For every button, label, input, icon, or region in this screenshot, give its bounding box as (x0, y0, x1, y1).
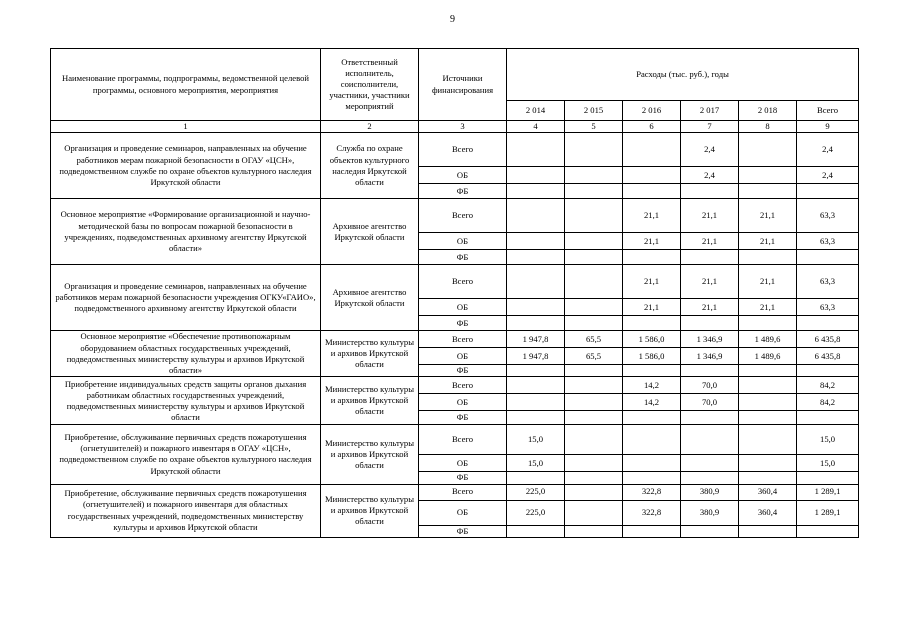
total-value-cell: 63,3 (797, 265, 859, 299)
year-value-cell: 1 489,6 (739, 331, 797, 348)
responsible-cell: Министерство культуры и архивов Иркутской области (321, 377, 419, 425)
year-value-cell (681, 316, 739, 331)
year-value-cell (565, 377, 623, 394)
total-value-cell: 2,4 (797, 133, 859, 167)
year-value-cell (739, 425, 797, 455)
year-value-cell (681, 425, 739, 455)
year-value-cell: 360,4 (739, 500, 797, 525)
funding-source-cell: ОБ (419, 500, 507, 525)
funding-source-cell: ОБ (419, 167, 507, 184)
responsible-cell: Архивное агентство Иркутской области (321, 265, 419, 331)
year-value-cell: 21,1 (739, 233, 797, 250)
year-value-cell: 15,0 (507, 425, 565, 455)
year-value-cell (565, 199, 623, 233)
year-value-cell (681, 525, 739, 537)
funding-source-cell: ФБ (419, 250, 507, 265)
year-value-cell (681, 472, 739, 484)
year-value-cell (565, 250, 623, 265)
column-number: 5 (565, 121, 623, 133)
table-row (51, 377, 859, 394)
year-value-cell (681, 184, 739, 199)
year-value-cell: 21,1 (623, 265, 681, 299)
year-value-cell (623, 455, 681, 472)
year-value-cell (739, 365, 797, 377)
total-value-cell: 84,2 (797, 377, 859, 394)
header-row (51, 49, 859, 101)
responsible-cell: Министерство культуры и архивов Иркутской области (321, 484, 419, 537)
year-value-cell (565, 265, 623, 299)
year-value-cell (565, 525, 623, 537)
year-value-cell: 14,2 (623, 394, 681, 411)
header-total: Всего (797, 101, 859, 121)
year-value-cell (623, 525, 681, 537)
total-value-cell (797, 411, 859, 425)
total-value-cell: 1 289,1 (797, 500, 859, 525)
year-value-cell (623, 133, 681, 167)
year-value-cell (565, 167, 623, 184)
total-value-cell (797, 184, 859, 199)
funding-source-cell: ФБ (419, 365, 507, 377)
year-value-cell (565, 365, 623, 377)
program-name-cell: Основное мероприятие «Формирование организационной и научно-методической базы по вопросам пожарной безопасности в учреждениях, подведомственных архивному агентству Иркутской области» (51, 199, 321, 265)
year-value-cell: 21,1 (623, 233, 681, 250)
total-value-cell (797, 365, 859, 377)
table-row (51, 425, 859, 455)
funding-source-cell: Всего (419, 425, 507, 455)
funding-source-cell: ОБ (419, 348, 507, 365)
funding-source-cell: ФБ (419, 472, 507, 484)
year-value-cell: 1 586,0 (623, 348, 681, 365)
header-sources: Источники финансирования (419, 49, 507, 121)
year-value-cell: 225,0 (507, 484, 565, 500)
year-value-cell (565, 484, 623, 500)
year-value-cell: 70,0 (681, 394, 739, 411)
total-value-cell (797, 316, 859, 331)
year-value-cell (623, 316, 681, 331)
year-value-cell: 322,8 (623, 500, 681, 525)
table-row (51, 331, 859, 348)
responsible-cell: Служба по охране объектов культурного наследия Иркутской области (321, 133, 419, 199)
funding-source-cell: ФБ (419, 411, 507, 425)
year-value-cell: 21,1 (681, 199, 739, 233)
year-value-cell: 1 947,8 (507, 331, 565, 348)
year-value-cell: 1 346,9 (681, 348, 739, 365)
year-value-cell (507, 316, 565, 331)
year-value-cell: 21,1 (681, 233, 739, 250)
year-value-cell (565, 184, 623, 199)
funding-table (50, 48, 859, 538)
year-value-cell: 1 346,9 (681, 331, 739, 348)
total-value-cell (797, 250, 859, 265)
year-value-cell: 21,1 (623, 299, 681, 316)
year-value-cell: 65,5 (565, 348, 623, 365)
year-value-cell (739, 411, 797, 425)
total-value-cell: 63,3 (797, 299, 859, 316)
year-value-cell: 380,9 (681, 500, 739, 525)
funding-source-cell: Всего (419, 377, 507, 394)
column-number: 6 (623, 121, 681, 133)
total-value-cell: 15,0 (797, 455, 859, 472)
program-name-cell: Основное мероприятие «Обеспечение противопожарным оборудованием областных государственных учреждений, подведомственных министерству культуры и архивов Иркутской области» (51, 331, 321, 377)
year-value-cell: 225,0 (507, 500, 565, 525)
funding-source-cell: Всего (419, 484, 507, 500)
year-value-cell: 21,1 (681, 265, 739, 299)
header-year: 2 017 (681, 101, 739, 121)
funding-source-cell: ОБ (419, 455, 507, 472)
column-number: 7 (681, 121, 739, 133)
responsible-cell: Архивное агентство Иркутской области (321, 199, 419, 265)
year-value-cell (507, 265, 565, 299)
year-value-cell (507, 167, 565, 184)
funding-source-cell: ФБ (419, 184, 507, 199)
year-value-cell (739, 250, 797, 265)
year-value-cell: 21,1 (739, 265, 797, 299)
year-value-cell (739, 184, 797, 199)
year-value-cell (507, 250, 565, 265)
responsible-cell: Министерство культуры и архивов Иркутской области (321, 425, 419, 484)
total-value-cell: 63,3 (797, 233, 859, 250)
funding-source-cell: ФБ (419, 525, 507, 537)
total-value-cell: 84,2 (797, 394, 859, 411)
program-name-cell: Организация и проведение семинаров, направленных на обучение работников мерам пожарной безопасности в ОГАУ «ЦСН», подведомственном службе по охране объектов культурного наследия Иркутской области (51, 133, 321, 199)
year-value-cell (623, 425, 681, 455)
year-value-cell (565, 472, 623, 484)
year-value-cell: 21,1 (681, 299, 739, 316)
column-number: 9 (797, 121, 859, 133)
year-value-cell: 1 947,8 (507, 348, 565, 365)
year-value-cell: 322,8 (623, 484, 681, 500)
column-number: 1 (51, 121, 321, 133)
year-value-cell: 1 586,0 (623, 331, 681, 348)
table-row (51, 265, 859, 299)
year-value-cell (623, 184, 681, 199)
total-value-cell: 15,0 (797, 425, 859, 455)
total-value-cell: 1 289,1 (797, 484, 859, 500)
year-value-cell (739, 472, 797, 484)
year-value-cell (739, 525, 797, 537)
total-value-cell (797, 472, 859, 484)
funding-source-cell: ОБ (419, 394, 507, 411)
year-value-cell (623, 472, 681, 484)
year-value-cell (565, 425, 623, 455)
year-value-cell: 360,4 (739, 484, 797, 500)
total-value-cell: 2,4 (797, 167, 859, 184)
year-value-cell (565, 316, 623, 331)
year-value-cell (623, 411, 681, 425)
header-year: 2 014 (507, 101, 565, 121)
table-row (51, 199, 859, 233)
year-value-cell (681, 250, 739, 265)
header-year: 2 016 (623, 101, 681, 121)
year-value-cell (739, 455, 797, 472)
year-value-cell (739, 167, 797, 184)
year-value-cell (739, 133, 797, 167)
year-value-cell (681, 411, 739, 425)
funding-source-cell: Всего (419, 133, 507, 167)
year-value-cell: 65,5 (565, 331, 623, 348)
year-value-cell: 70,0 (681, 377, 739, 394)
funding-source-cell: ОБ (419, 299, 507, 316)
year-value-cell (565, 455, 623, 472)
year-value-cell (565, 133, 623, 167)
year-value-cell: 21,1 (739, 299, 797, 316)
header-year: 2 015 (565, 101, 623, 121)
year-value-cell (565, 394, 623, 411)
year-value-cell (623, 167, 681, 184)
funding-source-cell: ФБ (419, 316, 507, 331)
column-numbers-row (51, 121, 859, 133)
year-value-cell (739, 377, 797, 394)
column-number: 2 (321, 121, 419, 133)
column-number: 8 (739, 121, 797, 133)
year-value-cell: 2,4 (681, 133, 739, 167)
table-row (51, 133, 859, 167)
total-value-cell (797, 525, 859, 537)
year-value-cell (507, 394, 565, 411)
year-value-cell (507, 299, 565, 316)
year-value-cell (507, 133, 565, 167)
year-value-cell (507, 365, 565, 377)
header-name: Наименование программы, подпрограммы, ведомственной целевой программы, основного мероприятия, мероприятия (51, 49, 321, 121)
total-value-cell: 6 435,8 (797, 331, 859, 348)
program-name-cell: Организация и проведение семинаров, направленных на обучение работников мерам пожарной безопасности учреждения ОГКУ«ГАИО», подведомственного архивному агентству Иркутской области (51, 265, 321, 331)
year-value-cell (739, 316, 797, 331)
year-value-cell: 14,2 (623, 377, 681, 394)
total-value-cell: 63,3 (797, 199, 859, 233)
total-value-cell: 6 435,8 (797, 348, 859, 365)
year-value-cell: 21,1 (623, 199, 681, 233)
program-name-cell: Приобретение, обслуживание первичных средств пожаротушения (огнетушителей) и пожарного инвентаря в ОГАУ «ЦСН», подведомственном службе по охране объектов культурного наследия Иркутской области (51, 425, 321, 484)
year-value-cell (507, 377, 565, 394)
year-value-cell (507, 472, 565, 484)
year-value-cell (565, 500, 623, 525)
year-value-cell (681, 365, 739, 377)
year-value-cell (739, 394, 797, 411)
program-name-cell: Приобретение, обслуживание первичных средств пожаротушения (огнетушителей) и пожарного инвентаря для областных государственных учреждений, подведомственных министерству культуры и архивов Иркутской области (51, 484, 321, 537)
funding-source-cell: Всего (419, 199, 507, 233)
year-value-cell (507, 525, 565, 537)
funding-source-cell: Всего (419, 265, 507, 299)
year-value-cell: 1 489,6 (739, 348, 797, 365)
year-value-cell: 15,0 (507, 455, 565, 472)
header-expenses: Расходы (тыс. руб.), годы (507, 49, 859, 101)
year-value-cell (565, 411, 623, 425)
year-value-cell: 21,1 (739, 199, 797, 233)
column-number: 3 (419, 121, 507, 133)
year-value-cell (507, 199, 565, 233)
header-year: 2 018 (739, 101, 797, 121)
funding-source-cell: Всего (419, 331, 507, 348)
year-value-cell (565, 299, 623, 316)
year-value-cell (507, 411, 565, 425)
year-value-cell (507, 233, 565, 250)
year-value-cell (681, 455, 739, 472)
year-value-cell: 380,9 (681, 484, 739, 500)
table-row (51, 484, 859, 500)
year-value-cell (623, 365, 681, 377)
program-name-cell: Приобретение индивидуальных средств защиты органов дыхания работникам областных государственных учреждений, подведомственных министерству культуры и архивов Иркутской области (51, 377, 321, 425)
responsible-cell: Министерство культуры и архивов Иркутской области (321, 331, 419, 377)
year-value-cell (623, 250, 681, 265)
year-value-cell (507, 184, 565, 199)
year-value-cell (565, 233, 623, 250)
page-number: 9 (450, 14, 455, 25)
header-responsible: Ответственный исполнитель, соисполнители, участники, участники мероприятий (321, 49, 419, 121)
funding-source-cell: ОБ (419, 233, 507, 250)
year-value-cell: 2,4 (681, 167, 739, 184)
column-number: 4 (507, 121, 565, 133)
